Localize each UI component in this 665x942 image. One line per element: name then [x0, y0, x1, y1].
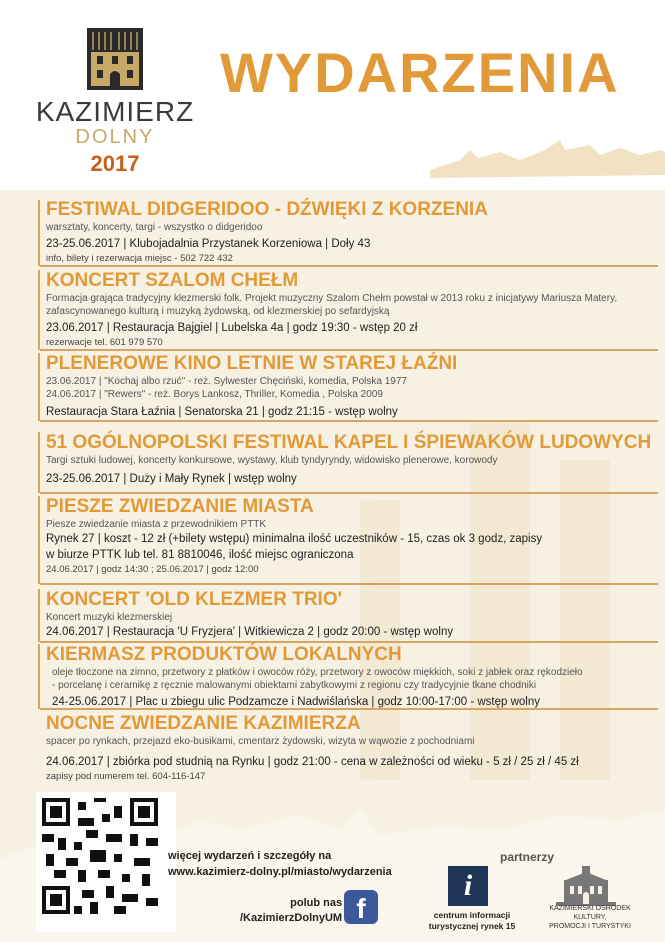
event-line: w biurze PTTK lub tel. 81 8810046, ilość miejsc ograniczona — [46, 549, 354, 561]
facebook-label — [240, 896, 342, 926]
divider — [38, 644, 40, 709]
website-link[interactable]: www.kazimierz-dolny.pl/miasto/wydarzenia — [168, 866, 392, 878]
divider — [38, 432, 40, 493]
divider — [40, 641, 658, 643]
event-line: 24-25.06.2017 | Plac u zbiegu ulic Podzamcze i Nadwiślańska | godz 10:00-17:00 - wstęp wolny — [52, 696, 540, 708]
event-title: FESTIWAL DIDGERIDOO - DŹWIĘKI Z KORZENIA — [46, 199, 488, 220]
culture-center-line: KAZIMIERSKI OŚRODEK KULTURY, — [549, 905, 631, 921]
event-line: oleje tłoczone na zimno, przetwory z płatków i owoców róży, przetwory z owoców miękkich, soki z jabłek oraz rękodzieło — [52, 667, 583, 678]
qr-code[interactable] — [36, 792, 176, 932]
divider — [38, 589, 40, 642]
info-center-label — [424, 910, 520, 932]
divider — [38, 200, 40, 266]
event-kiermasz — [46, 644, 658, 710]
logo-subname: DOLNY — [75, 126, 155, 148]
event-line: Targi sztuki ludowej, koncerty konkursowe, wystawy, klub tyndyryndy, widowisko plenerowe, korowody — [46, 455, 498, 466]
event-szalom — [46, 270, 658, 350]
event-title: PLENEROWE KINO LETNIE W STAREJ ŁAŹNI — [46, 353, 458, 374]
event-line: zapisy pod numerem tel. 604-116-147 — [46, 771, 206, 782]
divider — [38, 353, 40, 421]
event-line: - porcelanę i ceramikę z ręcznie malowanymi obiektami zabytkowymi z regionu czy tradycyjnie tkane chodniki — [52, 680, 537, 691]
divider — [40, 349, 658, 351]
event-festiwal-kapel — [46, 432, 658, 487]
facebook-like-text: polub nas — [290, 897, 343, 909]
event-title: PIESZE ZWIEDZANIE MIASTA — [46, 496, 314, 517]
more-events-info — [168, 848, 392, 880]
culture-center-building-icon — [556, 864, 616, 908]
divider — [40, 583, 658, 585]
event-line: zafascynowanego kulturą i muzyką żydowską, od klezmerskiej po sefardyjską — [46, 306, 390, 317]
logo-name: KAZIMIERZ — [35, 96, 195, 127]
event-line: info, bilety i rezerwacja miejsc - 502 722 432 — [46, 253, 233, 264]
info-center-icon: i — [448, 866, 488, 906]
more-events-label: więcej wydarzeń i szczegóły na — [168, 850, 332, 862]
event-line: 23-25.06.2017 | Klubojadalnia Przystanek Korzeniowa | Doły 43 — [46, 238, 371, 250]
divider — [40, 420, 658, 422]
event-line: Rynek 27 | koszt - 12 zł (+bilety wstępu) minimalna ilość uczestników - 15, czas ok 3 godz, zapisy — [46, 533, 543, 545]
event-didgeridoo — [46, 199, 658, 266]
qr-code-icon — [42, 798, 158, 914]
event-line: 23.06.2017 | Restauracja Bajgiel | Lubelska 4a | godz 19:30 - wstęp 20 zł — [46, 322, 418, 334]
event-title: KONCERT 'OLD KLEZMER TRIO' — [46, 589, 343, 610]
partners-label: partnerzy — [500, 850, 555, 864]
divider — [40, 708, 658, 710]
event-line: Piesze zwiedzanie miasta z przewodnikiem PTTK — [46, 519, 267, 530]
event-zwiedzanie — [46, 496, 658, 577]
divider — [40, 492, 658, 494]
divider — [38, 496, 40, 584]
facebook-page-link[interactable]: /KazimierzDolnyUM — [240, 912, 343, 924]
facebook-icon[interactable]: f — [344, 890, 378, 924]
event-line: spacer po rynkach, przejazd eko-busikami, cmentarz żydowski, wizyta w wąwozie z pochodniami — [46, 736, 475, 747]
logo — [20, 28, 210, 177]
event-line: 24.06.2017 | zbiórka pod studnią na Rynku | godz 21:00 - cena w zależności od wieku - 5 zł / 25 zł / 45 zł — [46, 756, 579, 768]
event-line: 23-25.06.2017 | Duży i Mały Rynek | wstęp wolny — [46, 473, 297, 485]
event-line: 24.06.2017 | "Rewers" - reż. Borys Lankosz, Thriller, Komedia , Polska 2009 — [46, 389, 383, 400]
town-building-icon — [87, 28, 143, 90]
info-center-line: centrum informacji — [433, 910, 511, 920]
logo-year: 2017 — [90, 151, 140, 176]
event-title: KIERMASZ PRODUKTÓW LOKALNYCH — [46, 644, 402, 665]
event-title: 51 OGÓLNOPOLSKI FESTIWAL KAPEL I ŚPIEWAKÓW LUDOWYCH — [46, 432, 652, 453]
event-kino — [46, 353, 658, 420]
event-nocne-zwiedzanie — [46, 713, 658, 784]
event-line: 24.06.2017 | Restauracja 'U Fryzjera' | Witkiewicza 2 | godz 20:00 - wstęp wolny — [46, 626, 454, 638]
event-title: KONCERT SZALOM CHEŁM — [46, 270, 299, 291]
page-title: WYDARZENIA — [220, 41, 620, 104]
event-klezmer-trio — [46, 589, 658, 640]
divider — [38, 270, 40, 350]
culture-center-label — [532, 904, 648, 931]
event-line: warsztaty, koncerty, targi - wszystko o didgeridoo — [46, 222, 263, 233]
event-line: 24.06.2017 | godz 14:30 ; 25.06.2017 | godz 12:00 — [46, 564, 259, 575]
divider — [40, 265, 658, 267]
event-line: Formacja grająca tradycyjny klezmerski folk. Projekt muzyczny Szalom Chełm powstał w 2013 roku z inicjatywy Mariusza Matery, — [46, 293, 618, 304]
culture-center-line: PROMOCJI I TURYSTYKI — [549, 923, 631, 930]
info-center-line: turystycznej rynek 15 — [428, 921, 516, 931]
event-line: 23.06.2017 | "Kochaj albo rzuć" - reż. Sylwester Chęciński, komedia, Polska 1977 — [46, 376, 407, 387]
event-line: rezerwacje tel. 601 979 570 — [46, 337, 163, 348]
event-line: Restauracja Stara Łaźnia | Senatorska 21 | godz 21:15 - wstęp wolny — [46, 406, 398, 418]
event-line: Koncert muzyki klezmerskiej — [46, 612, 173, 623]
event-title: NOCNE ZWIEDZANIE KAZIMIERZA — [46, 713, 361, 734]
